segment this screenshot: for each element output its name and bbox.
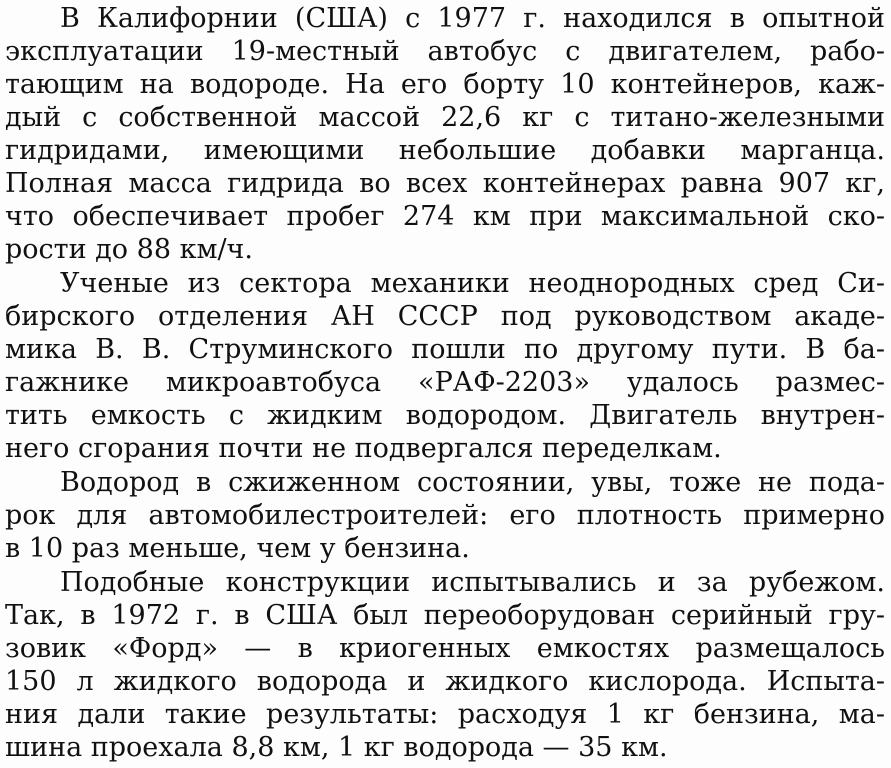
text-line: рости до 88 км/ч. [5, 234, 253, 265]
text-line: Водород в сжиженном состоянии, увы, тоже не пода- [60, 467, 885, 498]
text-line: Подобные конструкции испытывались и за рубежом. [60, 567, 885, 598]
text-line: эксплуатации 19-местный автобус с двигателем, рабо- [5, 36, 885, 67]
text-line: тающим на водороде. На его борту 10 контейнеров, каж- [5, 69, 885, 100]
text-line: него сгорания почти не подвергался переделкам. [5, 433, 722, 464]
text-line: Так, в 1972 г. в США был переоборудован серийный гру- [5, 600, 885, 631]
text-line: зовик «Форд» — в криогенных емкостях размещалось [5, 633, 885, 664]
text-line: бирского отделения АН СССР под руководством акаде- [5, 301, 885, 332]
text-line: ния дали такие результаты: расходуя 1 кг бензина, ма- [5, 699, 885, 730]
text-line: шина проехала 8,8 км, 1 кг водорода — 35 км. [5, 732, 668, 763]
text-line: В Калифорнии (США) с 1977 г. находился в опытной [60, 3, 885, 34]
text-line: гажнике микроавтобуса «РАФ-2203» удалось размес- [5, 367, 885, 398]
text-line: гидридами, имеющими небольшие добавки марганца. [5, 135, 885, 166]
text-line: рок для автомобилестроителей: его плотность примерно [5, 500, 885, 531]
paragraph-california-bus [5, 2, 885, 266]
text-line: мика В. В. Струминского пошли по другому пути. В ба- [5, 334, 885, 365]
text-line: что обеспечивает пробег 274 км при максимальной ско- [5, 201, 885, 232]
text-line: в 10 раз меньше, чем у бензина. [5, 533, 470, 564]
document-body [5, 2, 885, 764]
text-line: 150 л жидкого водорода и жидкого кислорода. Испыта- [5, 666, 885, 697]
text-line: Полная масса гидрида во всех контейнерах равна 907 кг, [5, 168, 885, 199]
paragraph-ford-truck [5, 566, 885, 764]
paragraph-liquid-hydrogen [5, 466, 885, 565]
paragraph-siberian-branch [5, 267, 885, 465]
text-line: Ученые из сектора механики неоднородных сред Си- [60, 268, 885, 299]
text-line: тить емкость с жидким водородом. Двигатель внутрен- [5, 400, 885, 431]
text-line: дый с собственной массой 22,6 кг с титано-железными [5, 102, 885, 133]
